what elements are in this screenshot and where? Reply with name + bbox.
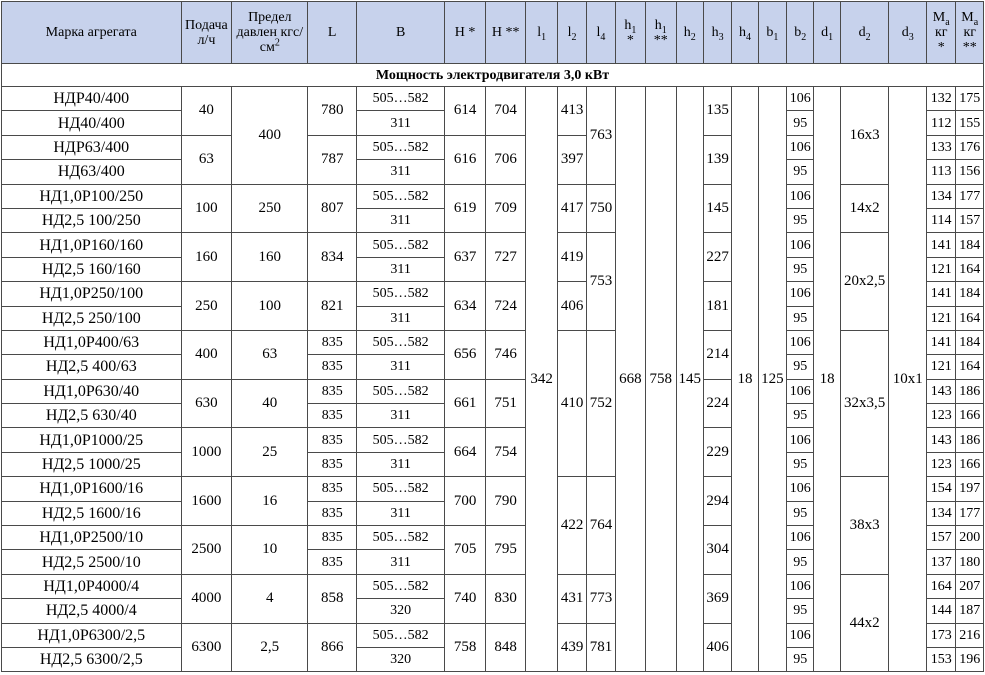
model-cell: НД2,5 400/63 xyxy=(2,355,182,379)
b2-cell: 95 xyxy=(787,160,814,184)
L-cell: 866 xyxy=(308,623,357,672)
mass-dstar-cell: 184 xyxy=(956,330,984,354)
model-cell: НД1,0Р630/40 xyxy=(2,379,182,403)
flow-cell: 100 xyxy=(181,184,232,233)
b2-cell: 95 xyxy=(787,550,814,574)
l4-cell: 773 xyxy=(587,574,615,623)
l2-cell: 439 xyxy=(557,623,586,672)
flow-cell: 400 xyxy=(181,330,232,379)
mass-star-cell: 137 xyxy=(927,550,956,574)
pressure-cell: 10 xyxy=(232,526,308,575)
b1-cell: 125 xyxy=(758,87,786,672)
L-cell: 834 xyxy=(308,233,357,282)
col-b2-header: $b_2$ xyxy=(787,2,814,64)
col-d2-header: $d_2$ xyxy=(840,2,889,64)
col-l2-header: $l_2$ xyxy=(557,2,586,64)
mass-dstar-cell: 200 xyxy=(956,526,984,550)
L-cell: 858 xyxy=(308,574,357,623)
mass-dstar-cell: 177 xyxy=(956,501,984,525)
b2-cell: 106 xyxy=(787,379,814,403)
L-cell: 807 xyxy=(308,184,357,233)
mass-star-cell: 134 xyxy=(927,501,956,525)
mass-dstar-cell: 176 xyxy=(956,135,984,159)
col-l4-header: $l_4$ xyxy=(587,2,615,64)
mass-star-cell: 143 xyxy=(927,428,956,452)
flow-cell: 160 xyxy=(181,233,232,282)
specifications-table xyxy=(1,1,984,672)
mass-dstar-cell: 177 xyxy=(956,184,984,208)
B-cell: 311 xyxy=(357,452,445,476)
mass-dstar-cell: 164 xyxy=(956,355,984,379)
L-cell: 835 xyxy=(308,501,357,525)
B-cell: 505…582 xyxy=(357,526,445,550)
mass-dstar-cell: 157 xyxy=(956,208,984,232)
col-L-header: L xyxy=(308,2,357,64)
L-cell: 780 xyxy=(308,87,357,136)
l4-cell: 781 xyxy=(587,623,615,672)
model-cell: НД2,5 2500/10 xyxy=(2,550,182,574)
mass-dstar-cell: 164 xyxy=(956,306,984,330)
mass-star-cell: 121 xyxy=(927,257,956,281)
h3-cell: 294 xyxy=(703,477,731,526)
pressure-cell: 250 xyxy=(232,184,308,233)
l2-cell: 397 xyxy=(557,135,586,184)
L-cell: 821 xyxy=(308,282,357,331)
L-cell: 835 xyxy=(308,330,357,354)
model-cell: НДР40/400 xyxy=(2,87,182,111)
col-flow-header: Подача л/ч xyxy=(181,2,232,64)
model-cell: НД1,0Р2500/10 xyxy=(2,526,182,550)
B-cell: 311 xyxy=(357,355,445,379)
d1-cell: 18 xyxy=(814,87,840,672)
mass-star-cell: 157 xyxy=(927,526,956,550)
mass-dstar-cell: 166 xyxy=(956,452,984,476)
mass-dstar-cell: 166 xyxy=(956,404,984,428)
mass-star-cell: 143 xyxy=(927,379,956,403)
l2-cell: 417 xyxy=(557,184,586,233)
col-mass-dstar-header: $M_a$ кг ** xyxy=(956,2,984,64)
col-h1-dstar-header: $h_1$ ** xyxy=(646,2,676,64)
col-H-dstar-header: H ** xyxy=(485,2,526,64)
model-cell: НД1,0Р4000/4 xyxy=(2,574,182,598)
b2-cell: 106 xyxy=(787,233,814,257)
b2-cell: 95 xyxy=(787,208,814,232)
b2-cell: 95 xyxy=(787,257,814,281)
L-cell: 835 xyxy=(308,379,357,403)
d2-cell: 38x3 xyxy=(840,477,889,575)
flow-cell: 63 xyxy=(181,135,232,184)
l2-cell: 406 xyxy=(557,282,586,331)
B-cell: 320 xyxy=(357,647,445,671)
B-cell: 311 xyxy=(357,257,445,281)
l2-cell: 419 xyxy=(557,233,586,282)
b2-cell: 95 xyxy=(787,306,814,330)
L-cell: 835 xyxy=(308,550,357,574)
mass-star-cell: 141 xyxy=(927,330,956,354)
mass-star-cell: 132 xyxy=(927,87,956,111)
d2-cell: 44x2 xyxy=(840,574,889,672)
h3-cell: 304 xyxy=(703,526,731,575)
B-cell: 505…582 xyxy=(357,184,445,208)
H-star-cell: 616 xyxy=(445,135,486,184)
pressure-cell: 160 xyxy=(232,233,308,282)
B-cell: 505…582 xyxy=(357,282,445,306)
model-cell: НД1,0Р6300/2,5 xyxy=(2,623,182,647)
section-row xyxy=(2,64,984,87)
B-cell: 505…582 xyxy=(357,574,445,598)
mass-dstar-cell: 186 xyxy=(956,379,984,403)
mass-dstar-cell: 175 xyxy=(956,87,984,111)
l4-cell: 752 xyxy=(587,330,615,476)
model-cell: НД1,0Р100/250 xyxy=(2,184,182,208)
H-star-cell: 664 xyxy=(445,428,486,477)
B-cell: 311 xyxy=(357,208,445,232)
h3-cell: 369 xyxy=(703,574,731,623)
d2-cell: 20x2,5 xyxy=(840,233,889,331)
mass-dstar-cell: 184 xyxy=(956,282,984,306)
d3-cell: 10x1 xyxy=(889,87,927,672)
flow-cell: 6300 xyxy=(181,623,232,672)
l1-cell: 342 xyxy=(526,87,557,672)
mass-dstar-cell: 155 xyxy=(956,111,984,135)
L-cell: 835 xyxy=(308,526,357,550)
model-cell: НД2,5 160/160 xyxy=(2,257,182,281)
b2-cell: 106 xyxy=(787,282,814,306)
H-star-cell: 634 xyxy=(445,282,486,331)
H-dstar-cell: 727 xyxy=(485,233,526,282)
H-dstar-cell: 709 xyxy=(485,184,526,233)
H-dstar-cell: 790 xyxy=(485,477,526,526)
mass-dstar-cell: 197 xyxy=(956,477,984,501)
H-dstar-cell: 706 xyxy=(485,135,526,184)
B-cell: 505…582 xyxy=(357,135,445,159)
pressure-cell: 63 xyxy=(232,330,308,379)
H-star-cell: 619 xyxy=(445,184,486,233)
pressure-cell: 400 xyxy=(232,87,308,185)
h3-cell: 229 xyxy=(703,428,731,477)
mass-dstar-cell: 186 xyxy=(956,428,984,452)
h1-star-cell: 668 xyxy=(615,87,645,672)
l2-cell: 422 xyxy=(557,477,586,575)
h3-cell: 214 xyxy=(703,330,731,379)
model-cell: НДР63/400 xyxy=(2,135,182,159)
mass-dstar-cell: 216 xyxy=(956,623,984,647)
B-cell: 505…582 xyxy=(357,330,445,354)
b2-cell: 106 xyxy=(787,184,814,208)
flow-cell: 1000 xyxy=(181,428,232,477)
col-l1-header: $l_1$ xyxy=(526,2,557,64)
model-cell: НД40/400 xyxy=(2,111,182,135)
L-cell: 835 xyxy=(308,477,357,501)
pressure-cell: 4 xyxy=(232,574,308,623)
model-cell: НД63/400 xyxy=(2,160,182,184)
B-cell: 311 xyxy=(357,111,445,135)
L-cell: 835 xyxy=(308,404,357,428)
mass-star-cell: 123 xyxy=(927,452,956,476)
col-d1-header: $d_1$ xyxy=(814,2,840,64)
L-cell: 787 xyxy=(308,135,357,184)
H-star-cell: 614 xyxy=(445,87,486,136)
d2-cell: 16x3 xyxy=(840,87,889,185)
h3-cell: 406 xyxy=(703,623,731,672)
h1-dstar-cell: 758 xyxy=(646,87,676,672)
mass-dstar-cell: 180 xyxy=(956,550,984,574)
mass-star-cell: 121 xyxy=(927,306,956,330)
H-dstar-cell: 830 xyxy=(485,574,526,623)
d2-cell: 32x3,5 xyxy=(840,330,889,476)
B-cell: 311 xyxy=(357,160,445,184)
mass-star-cell: 173 xyxy=(927,623,956,647)
b2-cell: 95 xyxy=(787,111,814,135)
mass-star-cell: 153 xyxy=(927,647,956,671)
mass-star-cell: 134 xyxy=(927,184,956,208)
h2-cell: 145 xyxy=(676,87,703,672)
model-cell: НД1,0Р1000/25 xyxy=(2,428,182,452)
H-dstar-cell: 746 xyxy=(485,330,526,379)
H-star-cell: 700 xyxy=(445,477,486,526)
h3-cell: 227 xyxy=(703,233,731,282)
mass-dstar-cell: 207 xyxy=(956,574,984,598)
H-star-cell: 661 xyxy=(445,379,486,428)
model-cell: НД2,5 1600/16 xyxy=(2,501,182,525)
b2-cell: 106 xyxy=(787,428,814,452)
col-h2-header: $h_2$ xyxy=(676,2,703,64)
col-h4-header: $h_4$ xyxy=(732,2,758,64)
H-dstar-cell: 751 xyxy=(485,379,526,428)
h3-cell: 145 xyxy=(703,184,731,233)
H-star-cell: 656 xyxy=(445,330,486,379)
b2-cell: 106 xyxy=(787,623,814,647)
col-model-header: Марка агрегата xyxy=(2,2,182,64)
b2-cell: 106 xyxy=(787,477,814,501)
b2-cell: 106 xyxy=(787,135,814,159)
model-cell: НД2,5 1000/25 xyxy=(2,452,182,476)
l4-cell: 764 xyxy=(587,477,615,575)
l4-cell: 750 xyxy=(587,184,615,233)
model-cell: НД2,5 6300/2,5 xyxy=(2,647,182,671)
mass-dstar-cell: 156 xyxy=(956,160,984,184)
B-cell: 311 xyxy=(357,501,445,525)
L-cell: 835 xyxy=(308,355,357,379)
model-cell: НД2,5 4000/4 xyxy=(2,599,182,623)
mass-star-cell: 123 xyxy=(927,404,956,428)
h3-cell: 135 xyxy=(703,87,731,136)
B-cell: 505…582 xyxy=(357,477,445,501)
flow-cell: 1600 xyxy=(181,477,232,526)
mass-star-cell: 133 xyxy=(927,135,956,159)
b2-cell: 95 xyxy=(787,647,814,671)
pressure-cell: 2,5 xyxy=(232,623,308,672)
model-cell: НД1,0Р250/100 xyxy=(2,282,182,306)
l2-cell: 431 xyxy=(557,574,586,623)
l2-cell: 413 xyxy=(557,87,586,136)
H-dstar-cell: 724 xyxy=(485,282,526,331)
B-cell: 505…582 xyxy=(357,379,445,403)
H-star-cell: 637 xyxy=(445,233,486,282)
B-cell: 505…582 xyxy=(357,623,445,647)
d2-cell: 14x2 xyxy=(840,184,889,233)
model-cell: НД2,5 250/100 xyxy=(2,306,182,330)
pressure-cell: 100 xyxy=(232,282,308,331)
model-cell: НД2,5 630/40 xyxy=(2,404,182,428)
model-cell: НД1,0Р1600/16 xyxy=(2,477,182,501)
table-row xyxy=(2,87,984,111)
B-cell: 311 xyxy=(357,404,445,428)
col-B-header: B xyxy=(357,2,445,64)
B-cell: 311 xyxy=(357,306,445,330)
b2-cell: 106 xyxy=(787,526,814,550)
col-pressure-header: Предел давлен кгс/$см^2$ xyxy=(232,2,308,64)
pressure-cell: 16 xyxy=(232,477,308,526)
col-b1-header: $b_1$ xyxy=(758,2,786,64)
mass-dstar-cell: 196 xyxy=(956,647,984,671)
col-h3-header: $h_3$ xyxy=(703,2,731,64)
col-mass-star-header: $M_a$ кг * xyxy=(927,2,956,64)
b2-cell: 95 xyxy=(787,599,814,623)
h3-cell: 224 xyxy=(703,379,731,428)
flow-cell: 4000 xyxy=(181,574,232,623)
mass-dstar-cell: 164 xyxy=(956,257,984,281)
B-cell: 505…582 xyxy=(357,233,445,257)
mass-star-cell: 112 xyxy=(927,111,956,135)
b2-cell: 106 xyxy=(787,87,814,111)
mass-star-cell: 144 xyxy=(927,599,956,623)
b2-cell: 106 xyxy=(787,330,814,354)
model-cell: НД1,0Р400/63 xyxy=(2,330,182,354)
flow-cell: 40 xyxy=(181,87,232,136)
header-row xyxy=(2,2,984,64)
mass-star-cell: 141 xyxy=(927,233,956,257)
mass-dstar-cell: 187 xyxy=(956,599,984,623)
section-title: Мощность электродвигателя 3,0 кВт xyxy=(2,64,984,87)
mass-star-cell: 114 xyxy=(927,208,956,232)
b2-cell: 95 xyxy=(787,501,814,525)
h3-cell: 181 xyxy=(703,282,731,331)
L-cell: 835 xyxy=(308,452,357,476)
H-star-cell: 705 xyxy=(445,526,486,575)
H-dstar-cell: 795 xyxy=(485,526,526,575)
model-cell: НД2,5 100/250 xyxy=(2,208,182,232)
mass-dstar-cell: 184 xyxy=(956,233,984,257)
B-cell: 320 xyxy=(357,599,445,623)
b2-cell: 95 xyxy=(787,452,814,476)
col-H-star-header: H * xyxy=(445,2,486,64)
mass-star-cell: 121 xyxy=(927,355,956,379)
H-star-cell: 758 xyxy=(445,623,486,672)
flow-cell: 250 xyxy=(181,282,232,331)
l2-cell: 410 xyxy=(557,330,586,476)
mass-star-cell: 113 xyxy=(927,160,956,184)
l4-cell: 763 xyxy=(587,87,615,185)
l4-cell: 753 xyxy=(587,233,615,331)
col-h1-star-header: $h_1$ * xyxy=(615,2,645,64)
mass-star-cell: 164 xyxy=(927,574,956,598)
model-cell: НД1,0Р160/160 xyxy=(2,233,182,257)
mass-star-cell: 154 xyxy=(927,477,956,501)
B-cell: 505…582 xyxy=(357,428,445,452)
H-dstar-cell: 704 xyxy=(485,87,526,136)
H-star-cell: 740 xyxy=(445,574,486,623)
b2-cell: 106 xyxy=(787,574,814,598)
H-dstar-cell: 754 xyxy=(485,428,526,477)
b2-cell: 95 xyxy=(787,355,814,379)
flow-cell: 630 xyxy=(181,379,232,428)
pressure-cell: 25 xyxy=(232,428,308,477)
B-cell: 505…582 xyxy=(357,87,445,111)
pressure-cell: 40 xyxy=(232,379,308,428)
H-dstar-cell: 848 xyxy=(485,623,526,672)
h4-cell: 18 xyxy=(732,87,758,672)
b2-cell: 95 xyxy=(787,404,814,428)
h3-cell: 139 xyxy=(703,135,731,184)
mass-star-cell: 141 xyxy=(927,282,956,306)
L-cell: 835 xyxy=(308,428,357,452)
B-cell: 311 xyxy=(357,550,445,574)
flow-cell: 2500 xyxy=(181,526,232,575)
col-d3-header: $d_3$ xyxy=(889,2,927,64)
